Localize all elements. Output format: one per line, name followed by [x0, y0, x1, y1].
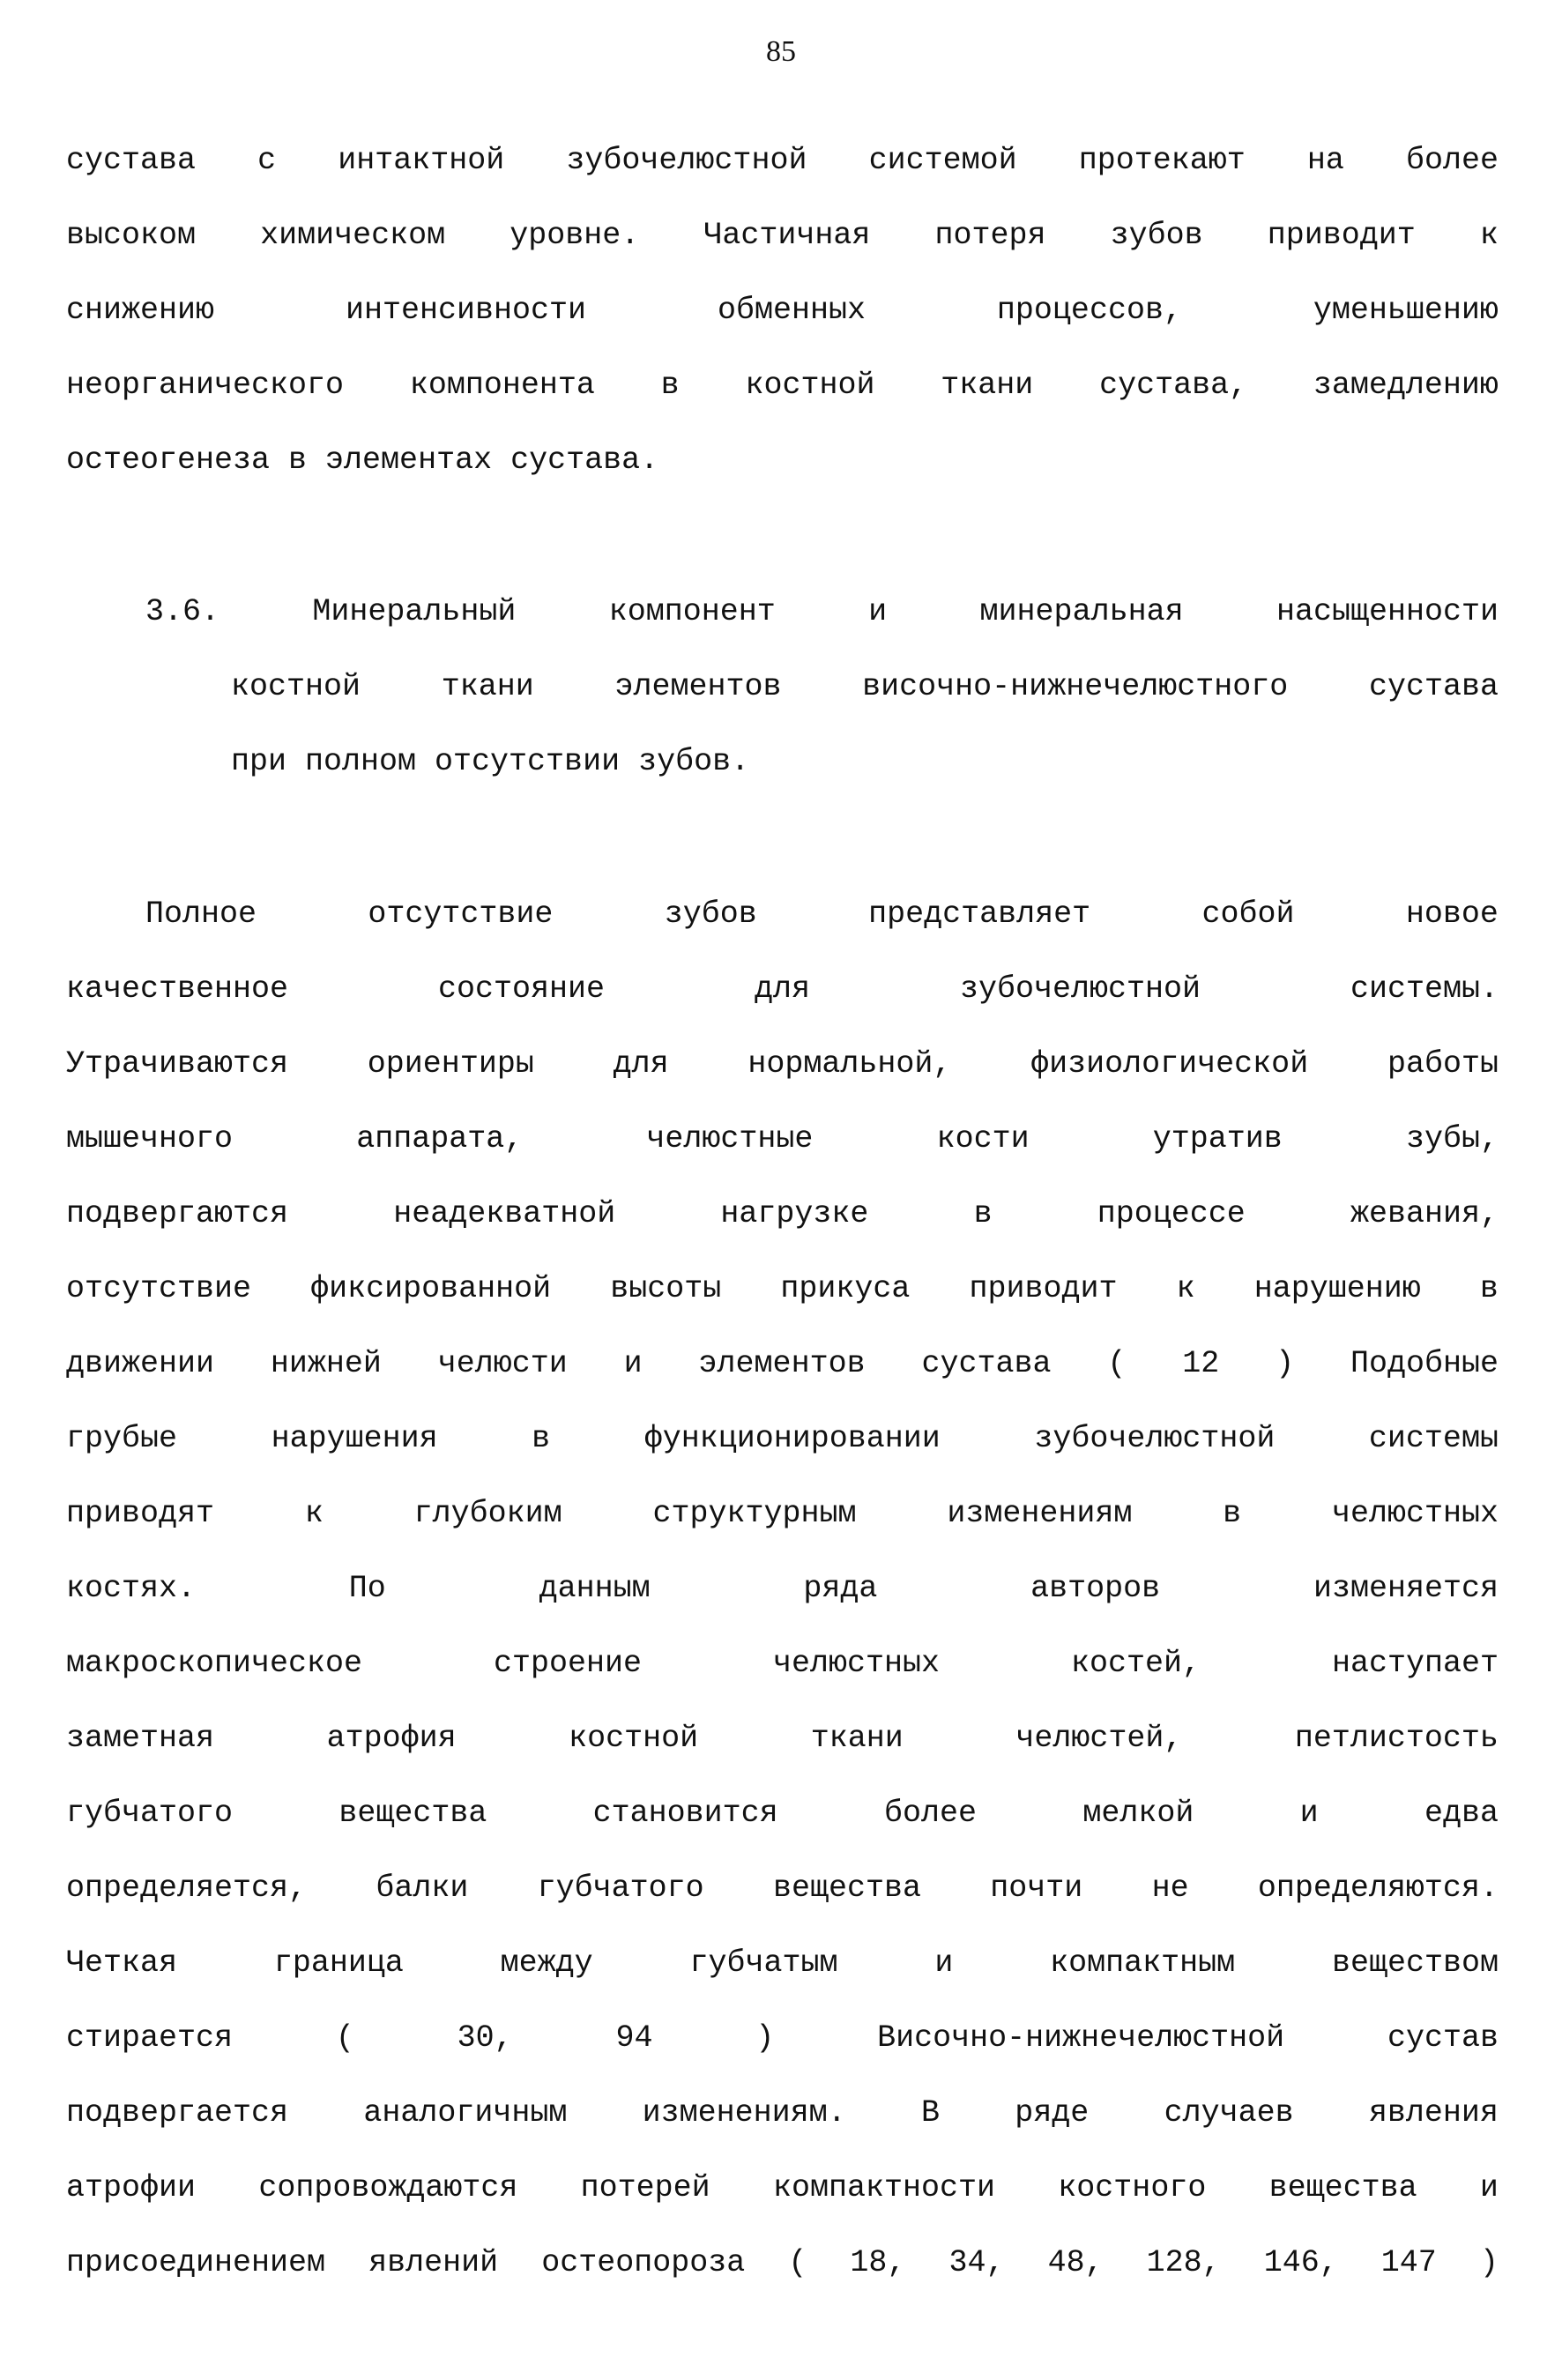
word: атрофии	[66, 2170, 197, 2205]
word: 12	[1182, 1346, 1220, 1381]
word: зубов	[1110, 218, 1203, 253]
word: стирается	[66, 2020, 234, 2056]
word: изменениям.	[642, 2095, 846, 2131]
word: ряда	[803, 1571, 878, 1606]
word: приводит	[1267, 218, 1416, 253]
word: в	[660, 368, 680, 403]
word: приводят	[66, 1496, 215, 1531]
word: 146,	[1263, 2245, 1338, 2280]
word: вещества	[338, 1796, 487, 1831]
word: петлистость	[1294, 1721, 1499, 1756]
word: строение	[494, 1646, 643, 1681]
word: уровне.	[510, 218, 640, 253]
word: 128,	[1146, 2245, 1221, 2280]
word: сустава	[921, 1346, 1052, 1381]
word: к	[1176, 1271, 1195, 1306]
paragraph-line	[66, 291, 1499, 330]
word: физиологической	[1030, 1046, 1309, 1082]
word: и	[623, 1346, 643, 1381]
word: высоты	[610, 1271, 722, 1306]
word: для	[754, 971, 810, 1007]
word: на	[1306, 143, 1344, 178]
word: изменениям	[947, 1496, 1133, 1531]
word: случаев	[1164, 2095, 1294, 2131]
word: определяется,	[66, 1871, 308, 1906]
word: грубые	[66, 1421, 178, 1456]
paragraph-line	[66, 970, 1499, 1008]
word: интактной	[338, 143, 505, 178]
paragraph-line	[66, 2168, 1499, 2207]
word: )	[755, 2020, 775, 2056]
word: авторов	[1030, 1571, 1161, 1606]
word: нарушению	[1253, 1271, 1421, 1306]
word: Четкая	[66, 1945, 178, 1981]
paragraph-line	[66, 1419, 1499, 1458]
paragraph-line	[145, 895, 1499, 933]
word: в	[1223, 1496, 1242, 1531]
word: минеральная	[979, 594, 1184, 629]
word: (	[335, 2020, 354, 2056]
word: (	[1107, 1346, 1127, 1381]
word: работы	[1387, 1046, 1499, 1082]
paragraph-line	[66, 2243, 1499, 2282]
word: челюстных	[1331, 1496, 1499, 1531]
word: обменных	[717, 293, 866, 328]
word: явлений	[368, 2245, 499, 2280]
word: сустава,	[1099, 368, 1248, 403]
word: высоком	[66, 218, 197, 253]
word: качественное	[66, 971, 289, 1007]
word: нарушения	[271, 1421, 438, 1456]
word: костной	[569, 1721, 699, 1756]
word: системы.	[1350, 971, 1499, 1007]
word: более	[1405, 143, 1499, 178]
word: потерей	[580, 2170, 710, 2205]
word: функционировании	[643, 1421, 941, 1456]
word: макроскопическое	[66, 1646, 363, 1681]
word: 3.6.	[145, 594, 220, 629]
section-heading-line: при полном отсутствии зубов.	[231, 744, 750, 779]
word: челюстей,	[1015, 1721, 1183, 1756]
word: системой	[868, 143, 1017, 178]
word: сустава	[1368, 669, 1499, 704]
word: структурным	[652, 1496, 857, 1531]
word: собой	[1201, 896, 1295, 932]
word: и	[1299, 1796, 1319, 1831]
word: прикуса	[780, 1271, 911, 1306]
word: костного	[1058, 2170, 1207, 2205]
word: 94	[615, 2020, 653, 2056]
word: зубочелюстной	[959, 971, 1201, 1007]
word: аналогичным	[363, 2095, 568, 2131]
word: в	[973, 1196, 993, 1231]
word: замедлению	[1313, 368, 1499, 403]
word: сустава	[66, 143, 197, 178]
word: нижней	[270, 1346, 382, 1381]
word: данным	[539, 1571, 651, 1606]
paragraph-line	[66, 1869, 1499, 1908]
word: атрофия	[326, 1721, 457, 1756]
word: не	[1151, 1871, 1189, 1906]
word: подвергаются	[66, 1196, 289, 1231]
word: веществом	[1331, 1945, 1499, 1981]
word: и	[868, 594, 888, 629]
word: утратив	[1152, 1121, 1283, 1157]
word: неадекватной	[393, 1196, 616, 1231]
word: челюсти	[437, 1346, 568, 1381]
word: мышечного	[66, 1121, 234, 1157]
word: )	[1479, 2245, 1499, 2280]
word: почти	[990, 1871, 1083, 1906]
word: интенсивности	[345, 293, 587, 328]
word: височно-нижнечелюстного	[862, 669, 1289, 704]
paragraph-line	[66, 1269, 1499, 1308]
word: уменьшению	[1313, 293, 1499, 328]
paragraph-line	[66, 1045, 1499, 1083]
word: 48,	[1047, 2245, 1104, 2280]
word: и	[934, 1945, 954, 1981]
paragraph-line	[66, 1494, 1499, 1533]
word: зубочелюстной	[1034, 1421, 1276, 1456]
word: компонента	[409, 368, 595, 403]
word: едва	[1424, 1796, 1499, 1831]
paragraph-line	[66, 2094, 1499, 2132]
word: химическом	[260, 218, 446, 253]
word: наступает	[1331, 1646, 1499, 1681]
word: определяются.	[1257, 1871, 1499, 1906]
paragraph-line	[66, 1644, 1499, 1683]
word: губчатого	[537, 1871, 704, 1906]
paragraph-line: остеогенеза в элементах сустава.	[66, 443, 659, 478]
word: Утрачиваются	[66, 1046, 289, 1082]
word: челюстных	[773, 1646, 941, 1681]
word: снижению	[66, 293, 215, 328]
word: аппарата,	[356, 1121, 524, 1157]
word: в	[1479, 1271, 1499, 1306]
paragraph-line	[66, 141, 1499, 180]
word: к	[304, 1496, 324, 1531]
word: 34,	[948, 2245, 1005, 2280]
word: Частичная	[703, 218, 871, 253]
word: подвергается	[66, 2095, 289, 2131]
word: процессе	[1097, 1196, 1246, 1231]
word: 18,	[850, 2245, 906, 2280]
word: жевания,	[1350, 1196, 1499, 1231]
word: элементов	[614, 669, 782, 704]
paragraph-line	[66, 1944, 1499, 1982]
word: )	[1276, 1346, 1295, 1381]
word: представляет	[868, 896, 1091, 932]
word: процессов,	[996, 293, 1182, 328]
word: компактным	[1050, 1945, 1236, 1981]
word: По	[348, 1571, 386, 1606]
word: ориентиры	[367, 1046, 534, 1082]
word: В	[920, 2095, 940, 2131]
word: присоединением	[66, 2245, 326, 2280]
paragraph-line	[66, 1719, 1499, 1758]
paragraph-line	[66, 1119, 1499, 1158]
word: к	[1479, 218, 1499, 253]
word: губчатым	[689, 1945, 838, 1981]
word: приводит	[969, 1271, 1118, 1306]
word: с	[257, 143, 277, 178]
paragraph-line	[66, 1344, 1499, 1383]
word: системы	[1368, 1421, 1499, 1456]
word: компонент	[608, 594, 776, 629]
word: отсутствие	[368, 896, 554, 932]
word: элементов	[698, 1346, 866, 1381]
word: потеря	[934, 218, 1046, 253]
word: костей,	[1070, 1646, 1201, 1681]
word: граница	[273, 1945, 404, 1981]
word: костной	[745, 368, 875, 403]
word: зубов	[664, 896, 757, 932]
word: неорганического	[66, 368, 345, 403]
word: остеопороза	[541, 2245, 746, 2280]
word: насыщенности	[1276, 594, 1499, 629]
word: между	[500, 1945, 593, 1981]
paragraph-line	[66, 1794, 1499, 1833]
word: компактности	[772, 2170, 996, 2205]
word: движении	[66, 1346, 215, 1381]
paragraph-line	[66, 366, 1499, 405]
word: вещества	[772, 1871, 921, 1906]
word: вещества	[1268, 2170, 1417, 2205]
word: ткани	[810, 1721, 904, 1756]
paragraph-line	[66, 1194, 1499, 1233]
word: ткани	[941, 368, 1034, 403]
word: ряде	[1015, 2095, 1090, 2131]
paragraph-line	[66, 1569, 1499, 1608]
word: заметная	[66, 1721, 215, 1756]
word: 147	[1380, 2245, 1437, 2280]
word: в	[532, 1421, 551, 1456]
word: 30,	[457, 2020, 513, 2056]
word: сустав	[1387, 2020, 1499, 2056]
word: зубочелюстной	[566, 143, 807, 178]
word: костной	[231, 669, 361, 704]
word: мелкой	[1082, 1796, 1194, 1831]
word: фиксированной	[310, 1271, 552, 1306]
word: нормальной,	[748, 1046, 952, 1082]
word: сопровождаются	[258, 2170, 518, 2205]
paragraph-line	[66, 2019, 1499, 2057]
word: нагрузке	[720, 1196, 869, 1231]
word: явления	[1368, 2095, 1499, 2131]
word: состояние	[438, 971, 606, 1007]
word: для	[613, 1046, 669, 1082]
word: челюстные	[646, 1121, 814, 1157]
word: балки	[376, 1871, 469, 1906]
word: губчатого	[66, 1796, 234, 1831]
word: кости	[936, 1121, 1030, 1157]
word: глубоким	[413, 1496, 562, 1531]
word: Минеральный	[312, 594, 517, 629]
word: и	[1479, 2170, 1499, 2205]
word: более	[884, 1796, 978, 1831]
word: становится	[592, 1796, 778, 1831]
section-heading-line	[231, 667, 1499, 706]
word: Полное	[145, 896, 257, 932]
word: ткани	[441, 669, 534, 704]
word: изменяется	[1313, 1571, 1499, 1606]
word: костях.	[66, 1571, 197, 1606]
paragraph-line	[66, 216, 1499, 255]
word: отсутствие	[66, 1271, 252, 1306]
word: (	[788, 2245, 807, 2280]
word: протекают	[1078, 143, 1246, 178]
word: Височно-нижнечелюстной	[877, 2020, 1285, 2056]
page-number: 85	[766, 35, 796, 68]
word: Подобные	[1350, 1346, 1499, 1381]
word: зубы,	[1405, 1121, 1499, 1157]
word: новое	[1405, 896, 1499, 932]
section-heading-line	[145, 592, 1499, 631]
